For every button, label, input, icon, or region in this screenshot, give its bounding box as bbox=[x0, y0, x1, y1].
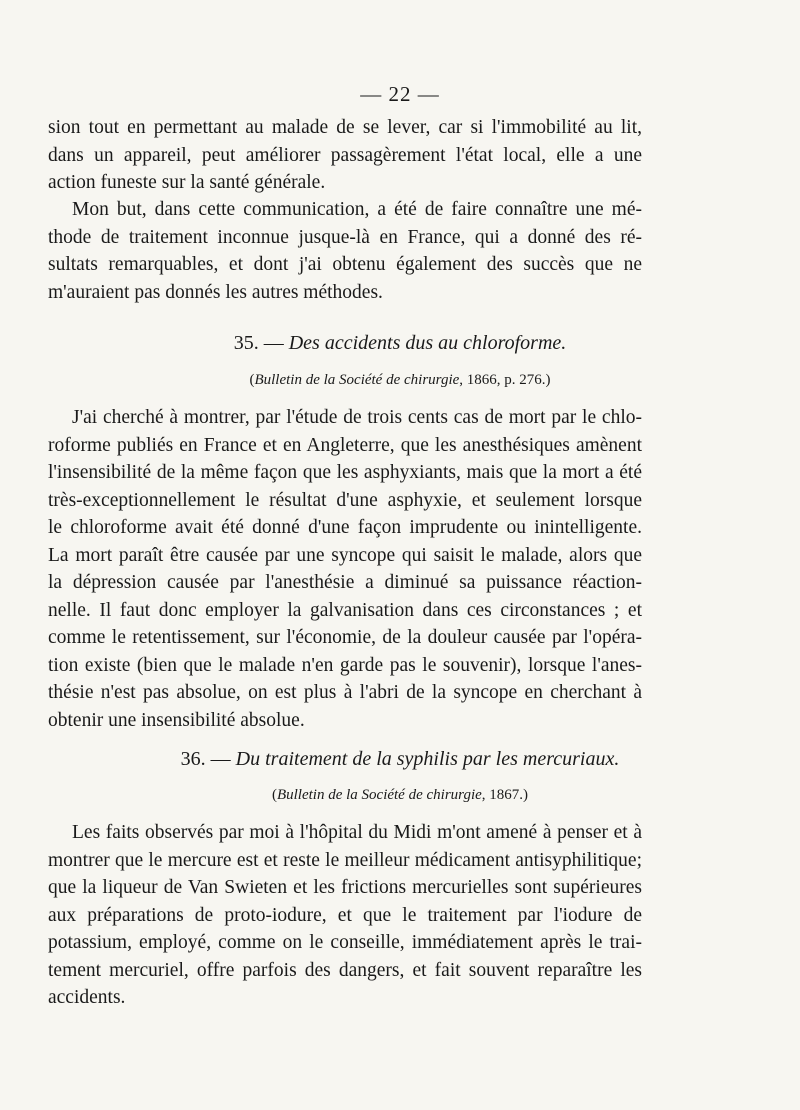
text-line: thésie n'est pas absolue, on est plus à l'abri de la syncope en cherchant à bbox=[48, 682, 642, 703]
citation-open: ( bbox=[249, 372, 255, 388]
text-line: accidents. bbox=[48, 987, 126, 1008]
text-line: aux préparations de proto-iodure, et que le traitement par l'iodure de bbox=[48, 904, 642, 926]
text-line: très-exceptionnellement le résultat d'une asphyxie, et seulement lorsque bbox=[48, 489, 642, 511]
text-line: l'insensibilité de la même façon que les asphyxiants, mais que la mort a été bbox=[48, 462, 642, 483]
section-36-heading bbox=[0, 748, 800, 771]
text-line: comme le retentissement, sur l'économie, de la douleur causée par l'opéra- bbox=[48, 627, 642, 648]
text-line: Les faits observés par moi à l'hôpital du Midi m'ont amené à penser et à bbox=[72, 822, 642, 843]
page-number: — 22 — bbox=[360, 82, 440, 106]
citation-rest: , 1866, p. 276.) bbox=[459, 372, 551, 388]
section-36-number: 36. — bbox=[180, 748, 231, 770]
text-line: Mon but, dans cette communication, a été de faire connaître une mé- bbox=[72, 199, 642, 220]
text-line: tion existe (bien que le malade n'en garde pas le souvenir), lorsque l'anes- bbox=[48, 654, 642, 676]
text-line: m'auraient pas donnés les autres méthodes. bbox=[48, 281, 383, 303]
text-line: sultats remarquables, et dont j'ai obtenu également des succès que ne bbox=[48, 254, 642, 275]
goal-paragraph bbox=[48, 196, 642, 306]
section-36-citation bbox=[0, 787, 800, 804]
section-36-paragraph bbox=[48, 819, 642, 1012]
section-35-heading bbox=[0, 332, 800, 355]
text-line: que la liqueur de Van Swieten et les frictions mercurielles sont supérieures bbox=[48, 877, 642, 898]
text-line: sion tout en permettant au malade de se lever, car si l'immobilité au lit, bbox=[48, 117, 642, 138]
text-line: dans un appareil, peut améliorer passagèrement l'état local, elle a une bbox=[48, 144, 642, 166]
text-line: potassium, employé, comme on le conseille, immédiatement après le trai- bbox=[48, 932, 642, 953]
text-line: J'ai cherché à montrer, par l'étude de trois cents cas de mort par le chlo- bbox=[72, 407, 642, 428]
text-line: roforme publiés en France et en Angleterre, que les anesthésiques amènent bbox=[48, 434, 642, 456]
text-line: action funeste sur la santé générale. bbox=[48, 172, 326, 193]
section-35-number: 35. — bbox=[233, 332, 284, 354]
text-line: tement mercuriel, offre parfois des dangers, et fait souvent reparaître les bbox=[48, 959, 642, 981]
citation-open: ( bbox=[271, 787, 277, 803]
intro-paragraph bbox=[48, 114, 642, 197]
text-line: obtenir une insensibilité absolue. bbox=[48, 709, 305, 731]
text-line: la dépression causée par l'anesthésie a diminué sa puissance réaction- bbox=[48, 572, 642, 593]
section-35-title: Des accidents dus au chloroforme. bbox=[288, 332, 567, 354]
text-line: montrer que le mercure est et reste le meilleur médicament antisyphilitique; bbox=[48, 849, 642, 871]
citation-journal: Bulletin de la Société de chirurgie bbox=[276, 787, 482, 803]
text-line: La mort paraît être causée par une syncope qui saisit le malade, alors que bbox=[48, 544, 642, 566]
citation-rest: , 1867.) bbox=[481, 787, 529, 803]
section-35-paragraph bbox=[48, 404, 642, 734]
section-35-citation bbox=[0, 372, 800, 389]
text-line: nelle. Il faut donc employer la galvanisation dans ces circonstances ; et bbox=[48, 599, 642, 621]
citation-journal: Bulletin de la Société de chirurgie bbox=[254, 372, 460, 388]
text-line: le chloroforme avait été donné d'une façon imprudente ou inintelligente. bbox=[48, 517, 642, 538]
section-36-title: Du traitement de la syphilis par les mercuriaux. bbox=[235, 748, 620, 770]
text-line: thode de traitement inconnue jusque-là en France, qui a donné des ré- bbox=[48, 226, 642, 248]
